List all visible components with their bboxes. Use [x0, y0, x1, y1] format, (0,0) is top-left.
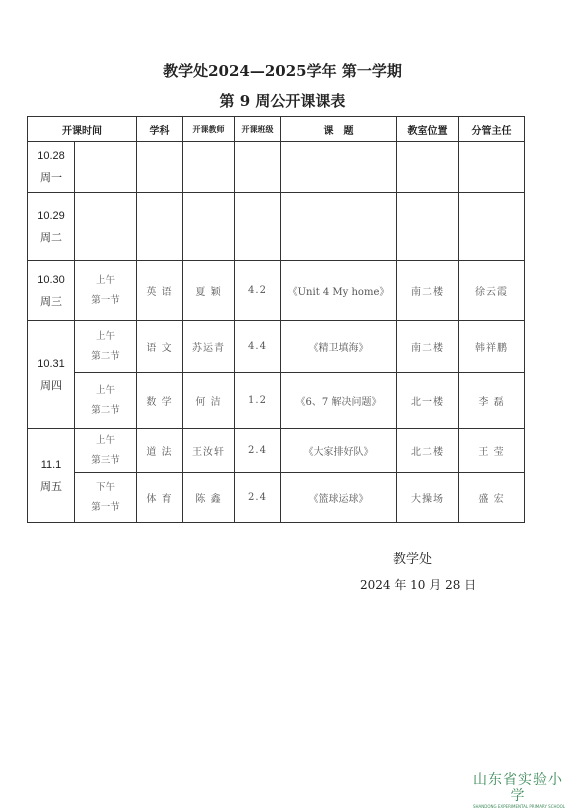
footer-date: 2024 年 10 月 28 日	[360, 578, 477, 592]
period-cell: 上午 第二节	[75, 321, 137, 373]
subject-cell: 体 育	[137, 473, 183, 523]
teacher-cell: 陈 鑫	[183, 473, 235, 523]
weekday-label: 周四	[40, 379, 62, 392]
director-cell: 韩祥鹏	[459, 321, 525, 373]
teacher-cell: 苏运青	[183, 321, 235, 373]
topic-cell: 《6、7 解决问题》	[281, 373, 397, 429]
date-label: 10.31	[37, 357, 65, 370]
director-cell: 盛 宏	[459, 473, 525, 523]
header-room: 教室位置	[397, 117, 459, 142]
table-row	[28, 373, 525, 429]
document-title: 教学处2024—2025学年 第一学期	[163, 62, 402, 80]
subject-cell: 道 法	[137, 429, 183, 473]
table-row	[28, 321, 525, 373]
room-cell: 北一楼	[397, 373, 459, 429]
header-class: 开课班级	[235, 117, 281, 142]
logo-english-name: SHANDONG EXPERIMENTAL PRIMARY SCHOOL	[473, 804, 565, 809]
class-cell: 2.4	[235, 429, 281, 473]
logo-chinese-name: 山东省实验小学	[473, 772, 563, 804]
teacher-cell: 王汝轩	[183, 429, 235, 473]
director-cell: 王 莹	[459, 429, 525, 473]
header-subject: 学科	[137, 117, 183, 142]
date-cell	[28, 193, 75, 261]
subject-cell: 语 文	[137, 321, 183, 373]
class-cell: 1.2	[235, 373, 281, 429]
class-cell: 4.2	[235, 261, 281, 321]
table-row	[28, 261, 525, 321]
date-label: 10.30	[37, 273, 65, 286]
header-row	[28, 117, 525, 142]
table-row	[28, 142, 525, 193]
header-time: 开课时间	[28, 117, 137, 142]
document-subtitle: 第 9 周公开课课表	[219, 92, 346, 110]
date-cell	[28, 429, 75, 523]
date-cell	[28, 321, 75, 429]
room-cell: 北二楼	[397, 429, 459, 473]
teacher-cell: 夏 颖	[183, 261, 235, 321]
room-cell: 南二楼	[397, 261, 459, 321]
schedule-table	[27, 116, 525, 523]
header-director: 分管主任	[459, 117, 525, 142]
period-cell: 上午 第二节	[75, 373, 137, 429]
topic-cell: 《精卫填海》	[281, 321, 397, 373]
class-cell: 2.4	[235, 473, 281, 523]
weekday-label: 周一	[40, 172, 62, 184]
subject-cell: 英 语	[137, 261, 183, 321]
teacher-cell: 何 洁	[183, 373, 235, 429]
topic-cell: 《Unit 4 My home》	[281, 261, 397, 321]
weekday-label: 周二	[40, 231, 62, 244]
table-row	[28, 193, 525, 261]
header-topic: 课 题	[281, 117, 397, 142]
table-row	[28, 429, 525, 473]
date-label: 10.28	[37, 150, 65, 162]
weekday-label: 周三	[40, 295, 62, 308]
date-cell	[28, 261, 75, 321]
room-cell: 大操场	[397, 473, 459, 523]
director-cell: 李 磊	[459, 373, 525, 429]
director-cell: 徐云霞	[459, 261, 525, 321]
topic-cell: 《篮球运球》	[281, 473, 397, 523]
date-cell	[28, 142, 75, 193]
topic-cell: 《大家排好队》	[281, 429, 397, 473]
date-label: 10.29	[37, 209, 65, 222]
period-cell: 下午 第一节	[75, 473, 137, 523]
footer-office: 教学处	[393, 552, 433, 567]
period-cell: 上午 第三节	[75, 429, 137, 473]
subject-cell: 数 学	[137, 373, 183, 429]
date-label: 11.1	[40, 458, 62, 471]
class-cell: 4.4	[235, 321, 281, 373]
school-logo	[473, 772, 563, 810]
table-row	[28, 473, 525, 523]
header-teacher: 开课教师	[183, 117, 235, 142]
room-cell: 南二楼	[397, 321, 459, 373]
weekday-label: 周五	[40, 480, 62, 493]
period-cell: 上午 第一节	[75, 261, 137, 321]
